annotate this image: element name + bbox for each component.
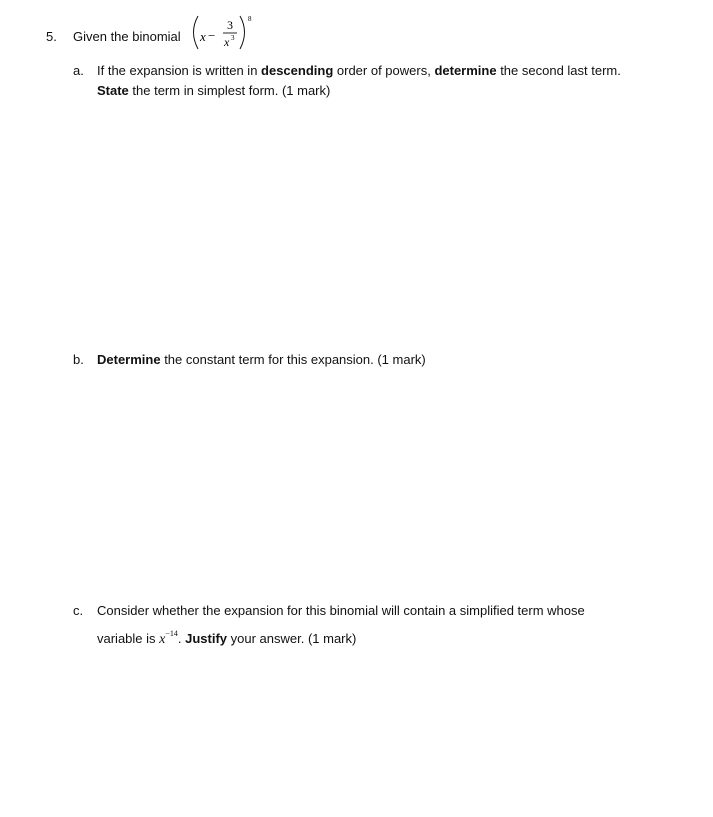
fraction-numerator: 3	[227, 18, 233, 32]
binomial-outer-exponent: 8	[248, 15, 252, 23]
part-a-keyword-determine: determine	[434, 63, 497, 78]
part-c-text: .	[177, 631, 186, 646]
binomial-variable: x	[200, 29, 206, 44]
question-number: 5.	[46, 29, 57, 44]
left-paren	[194, 16, 199, 49]
part-a-label: a.	[73, 63, 84, 78]
part-b-label: b.	[73, 352, 84, 367]
part-c-exponent: −14	[165, 629, 178, 638]
part-c-line1: Consider whether the expansion for this binomial will contain a simplified term whose	[97, 603, 585, 618]
part-b-line	[97, 352, 426, 368]
part-a-line2	[97, 83, 330, 99]
part-a-line1	[97, 63, 621, 79]
right-paren	[240, 16, 245, 49]
part-b-keyword-determine: Determine	[97, 352, 161, 367]
binomial-expression	[188, 12, 268, 52]
part-a-text: the second last term.	[496, 63, 621, 78]
part-a-text: the term in simplest form. (1 mark)	[128, 83, 331, 98]
part-b-text: the constant term for this expansion. (1 mark)	[160, 352, 426, 367]
part-a-text: order of powers,	[333, 63, 435, 78]
fraction-denominator-base: x	[224, 35, 230, 49]
part-c-line2	[97, 626, 356, 648]
part-c-text: variable is	[97, 631, 160, 646]
part-c-label: c.	[73, 603, 84, 618]
part-c-variable: x	[159, 632, 166, 647]
part-a-text: If the expansion is written in	[97, 63, 262, 78]
fraction-denominator-exponent: 3	[231, 34, 235, 42]
binomial-operator: −	[208, 28, 216, 43]
part-a-keyword-state: State	[97, 83, 129, 98]
part-a-keyword-descending: descending	[261, 63, 334, 78]
part-c-text: your answer. (1 mark)	[227, 631, 357, 646]
part-c-keyword-justify: Justify	[185, 631, 228, 646]
question-intro: Given the binomial	[73, 29, 181, 44]
